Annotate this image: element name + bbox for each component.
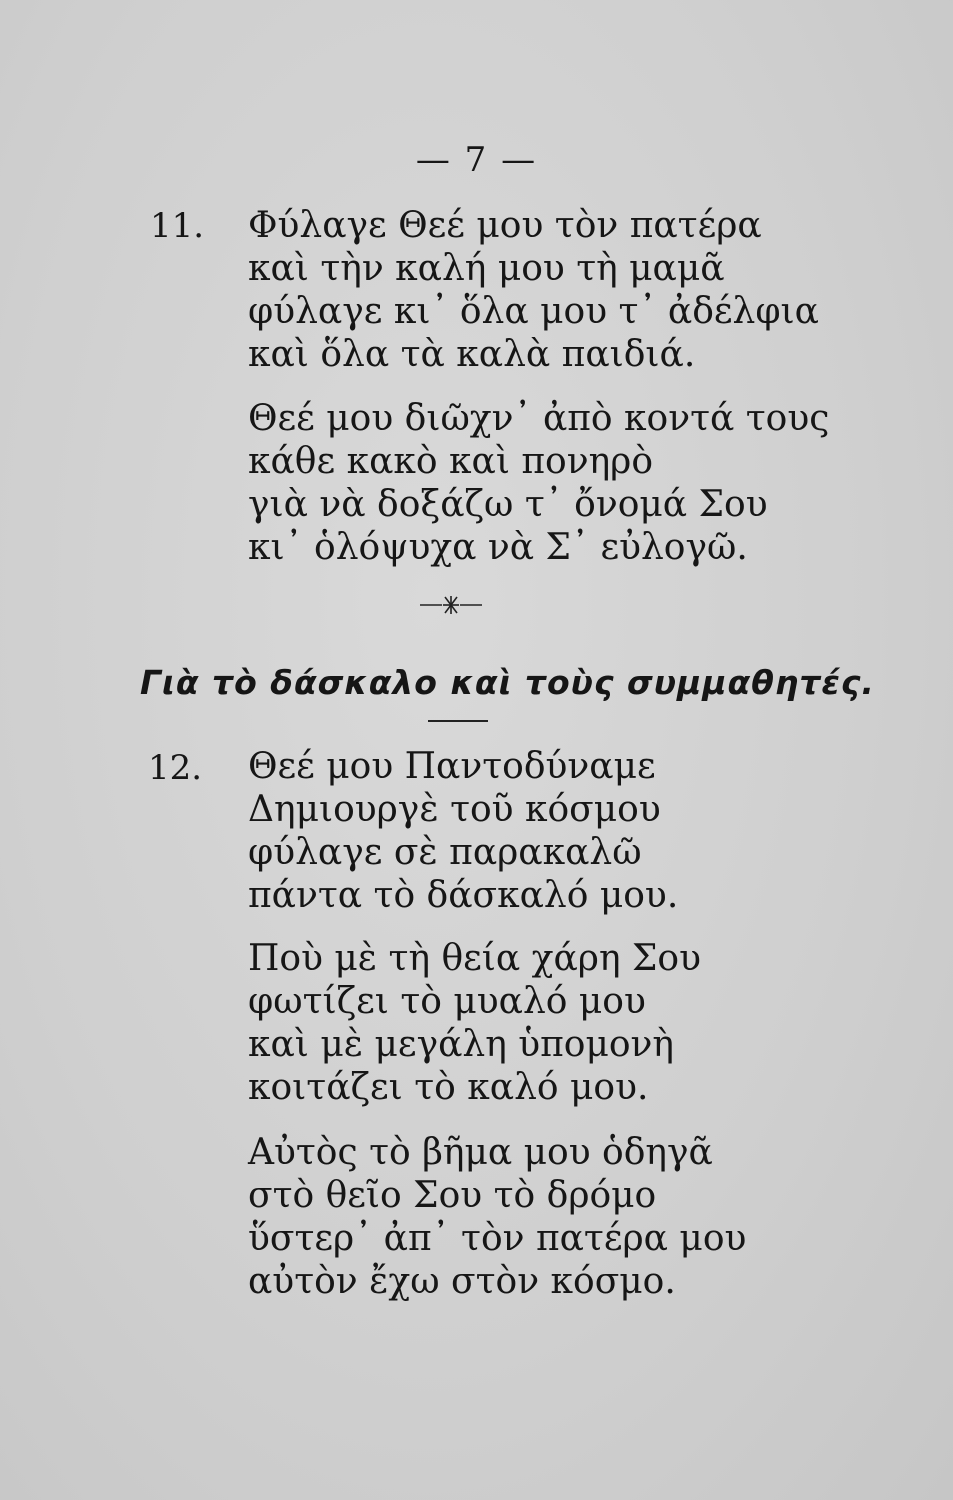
stanza [248,937,701,1109]
verse-line: καὶ τὴν καλή μου τὴ μαμᾶ [248,248,725,289]
page-number: — 7 — [415,140,538,180]
verse-line: ὕστερ᾽ ἀπ᾽ τὸν πατέρα μου [248,1218,747,1259]
verse-line: Φύλαγε Θεέ μου τὸν πατέρα [248,205,762,246]
stanza [248,745,678,917]
stanza [248,397,829,569]
stanza [248,1131,746,1303]
verse-line: κι᾽ ὁλόψυχα νὰ Σ᾽ εὐλογῶ. [248,527,748,568]
poem-number: 12. [148,748,203,788]
verse-line: κοιτάζει τὸ καλό μου. [248,1067,649,1108]
section-heading: Γιὰ τὸ δάσκαλο καὶ τοὺς συμμαθητές. [140,663,875,702]
verse-line: Αὐτὸς τὸ βῆμα μου ὁδηγᾶ [248,1132,713,1173]
poem-number: 11. [150,206,205,246]
ornament-divider-icon [418,593,484,617]
verse-line: Δημιουργὲ τοῦ κόσμου [248,789,661,830]
verse-line: καὶ ὅλα τὰ καλὰ παιδιά. [248,334,696,375]
verse-line: φύλαγε κι᾽ ὅλα μου τ᾽ ἀδέλφια [248,291,819,332]
heading-rule [428,720,488,722]
stanza [248,204,819,376]
verse-line: Θεέ μου Παντοδύναμε [248,746,656,787]
verse-line: κάθε κακὸ καὶ πονηρὸ [248,441,653,482]
verse-line: καὶ μὲ μεγάλη ὑπομονὴ [248,1024,674,1065]
verse-line: στὸ θεῖο Σου τὸ δρόμο [248,1175,657,1216]
verse-line: αὐτὸν ἔχω στὸν κόσμο. [248,1261,676,1302]
verse-line: γιὰ νὰ δοξάζω τ᾽ ὄνομά Σου [248,484,768,525]
verse-line: φύλαγε σὲ παρακαλῶ [248,832,642,873]
verse-line: φωτίζει τὸ μυαλό μου [248,981,646,1022]
verse-line: Ποὺ μὲ τὴ θεία χάρη Σου [248,938,701,979]
verse-line: Θεέ μου διῶχν᾽ ἀπὸ κοντά τους [248,398,830,439]
verse-line: πάντα τὸ δάσκαλό μου. [248,875,679,916]
